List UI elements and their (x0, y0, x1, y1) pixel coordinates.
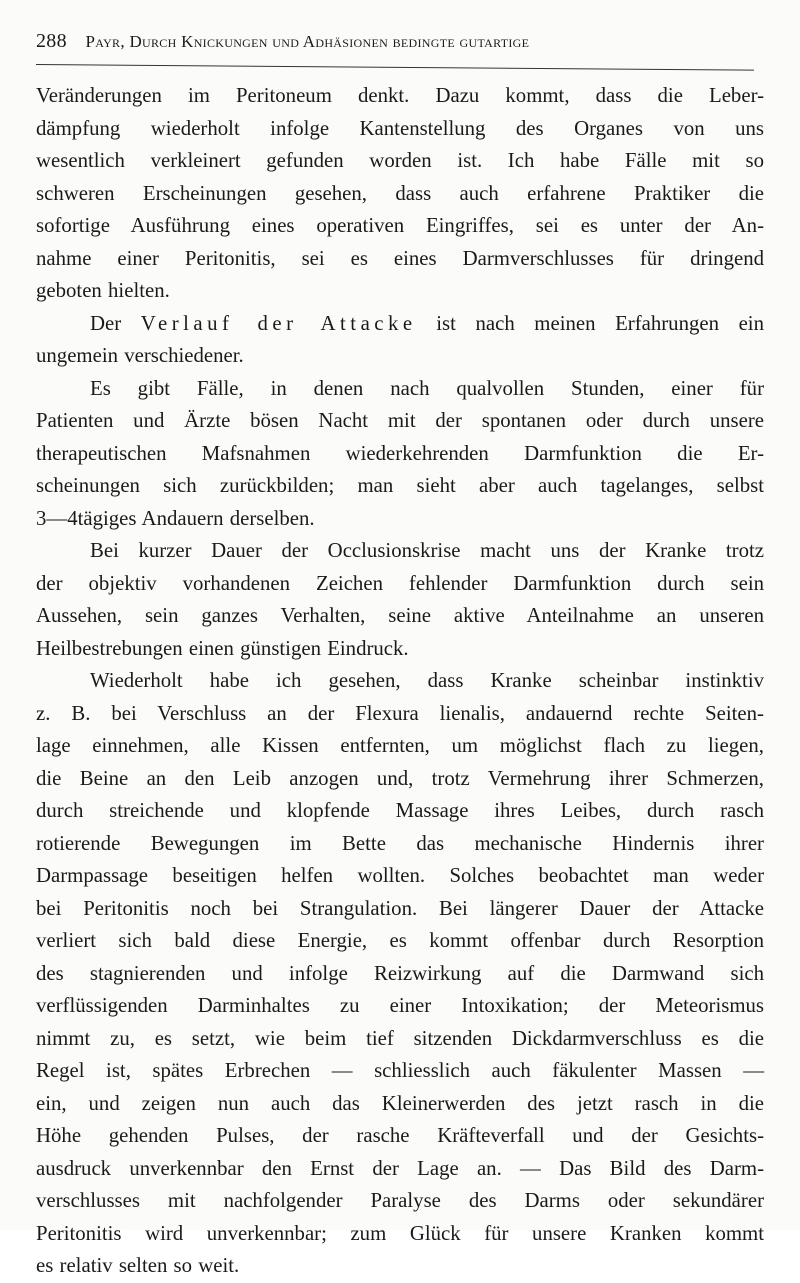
spaced-emphasis: Verlauf der Attacke (140, 311, 417, 335)
text-line: Patienten und Ärzte bösen Nacht mit der spontanen oder durch unsere (36, 409, 764, 432)
text-line: verschlusses mit nachfolgender Paralyse des Darms oder sekundärer (36, 1189, 764, 1212)
text-line: sofortige Ausführung eines operativen Eingriffes, sei es unter der An- (36, 214, 764, 237)
text-span: ist nach meinen Erfahrungen ein (416, 311, 764, 335)
text-line: ungemein verschiedener. (36, 344, 244, 367)
page-header (36, 30, 756, 60)
text-line: des stagnierenden und infolge Reizwirkung auf die Darmwand sich (36, 961, 764, 985)
text-line: Höhe gehenden Pulses, der rasche Kräfteverfall und der Gesichts- (36, 1124, 764, 1147)
text-line: rotierende Bewegungen im Bette das mechanische Hindernis ihrer (36, 831, 764, 855)
text-line: verflüssigenden Darminhaltes zu einer Intoxikation; der Meteorismus (36, 994, 764, 1017)
text-line: Peritonitis wird unverkennbar; zum Glück für unsere Kranken kommt (36, 1221, 764, 1245)
text-line: die Beine an den Leib anzogen und, trotz Vermehrung ihrer Schmerzen, (36, 766, 764, 790)
text-line: geboten hielten. (36, 279, 170, 302)
page-number: 288 (36, 30, 67, 52)
text-line (36, 308, 764, 341)
text-line: 3—4tägiges Andauern derselben. (36, 506, 315, 530)
body-text (36, 80, 764, 1283)
text-line: durch streichende und klopfende Massage ihres Leibes, durch rasch (36, 799, 764, 822)
text-line: der objektiv vorhandenen Zeichen fehlender Darmfunktion durch sein (36, 571, 764, 595)
text-span: Der (90, 311, 141, 335)
header-rule (36, 64, 754, 71)
text-line: Bei kurzer Dauer der Occlusionskrise macht uns der Kranke trotz (90, 539, 764, 562)
text-line: Regel ist, spätes Erbrechen — schliesslich auch fäkulenter Massen — (36, 1059, 764, 1082)
text-line: es relativ selten so weit. (36, 1254, 240, 1277)
text-line: nimmt zu, es setzt, wie beim tief sitzenden Dickdarmverschluss es die (36, 1026, 764, 1050)
text-line: therapeutischen Mafsnahmen wiederkehrenden Darmfunktion die Er- (36, 441, 764, 465)
text-line: schweren Erscheinungen gesehen, dass auch erfahrene Praktiker die (36, 181, 764, 205)
text-line: z. B. bei Verschluss an der Flexura lienalis, andauernd rechte Seiten- (36, 701, 764, 725)
text-line: dämpfung wiederholt infolge Kantenstellung des Organes von uns (36, 116, 764, 140)
text-line: ein, und zeigen nun auch das Kleinerwerden des jetzt rasch in die (36, 1091, 764, 1115)
text-line: Wiederholt habe ich gesehen, dass Kranke scheinbar instinktiv (90, 669, 764, 692)
running-head: Payr, Durch Knickungen und Adhäsionen bedingte gutartige (85, 32, 530, 51)
text-line: Heilbestrebungen einen günstigen Eindruck. (36, 636, 409, 660)
text-line: nahme einer Peritonitis, sei es eines Darmverschlusses für dringend (36, 246, 764, 270)
text-line: Darmpassage beseitigen helfen wollten. Solches beobachtet man weder (36, 864, 764, 887)
text-line: bei Peritonitis noch bei Strangulation. Bei längerer Dauer der Attacke (36, 896, 764, 920)
text-line: Veränderungen im Peritoneum denkt. Dazu kommt, dass die Leber- (36, 84, 764, 107)
text-line: ausdruck unverkennbar den Ernst der Lage an. — Das Bild des Darm- (36, 1156, 764, 1180)
text-line: lage einnehmen, alle Kissen entfernten, um möglichst flach zu liegen, (36, 734, 764, 757)
text-line: wesentlich verkleinert gefunden worden ist. Ich habe Fälle mit so (36, 149, 764, 172)
text-line: verliert sich bald diese Energie, es kommt offenbar durch Resorption (36, 929, 764, 952)
text-line: scheinungen sich zurückbilden; man sieht aber auch tagelanges, selbst (36, 474, 764, 497)
text-line: Aussehen, sein ganzes Verhalten, seine aktive Anteilnahme an unseren (36, 604, 764, 627)
text-line: Es gibt Fälle, in denen nach qualvollen Stunden, einer für (90, 376, 764, 400)
